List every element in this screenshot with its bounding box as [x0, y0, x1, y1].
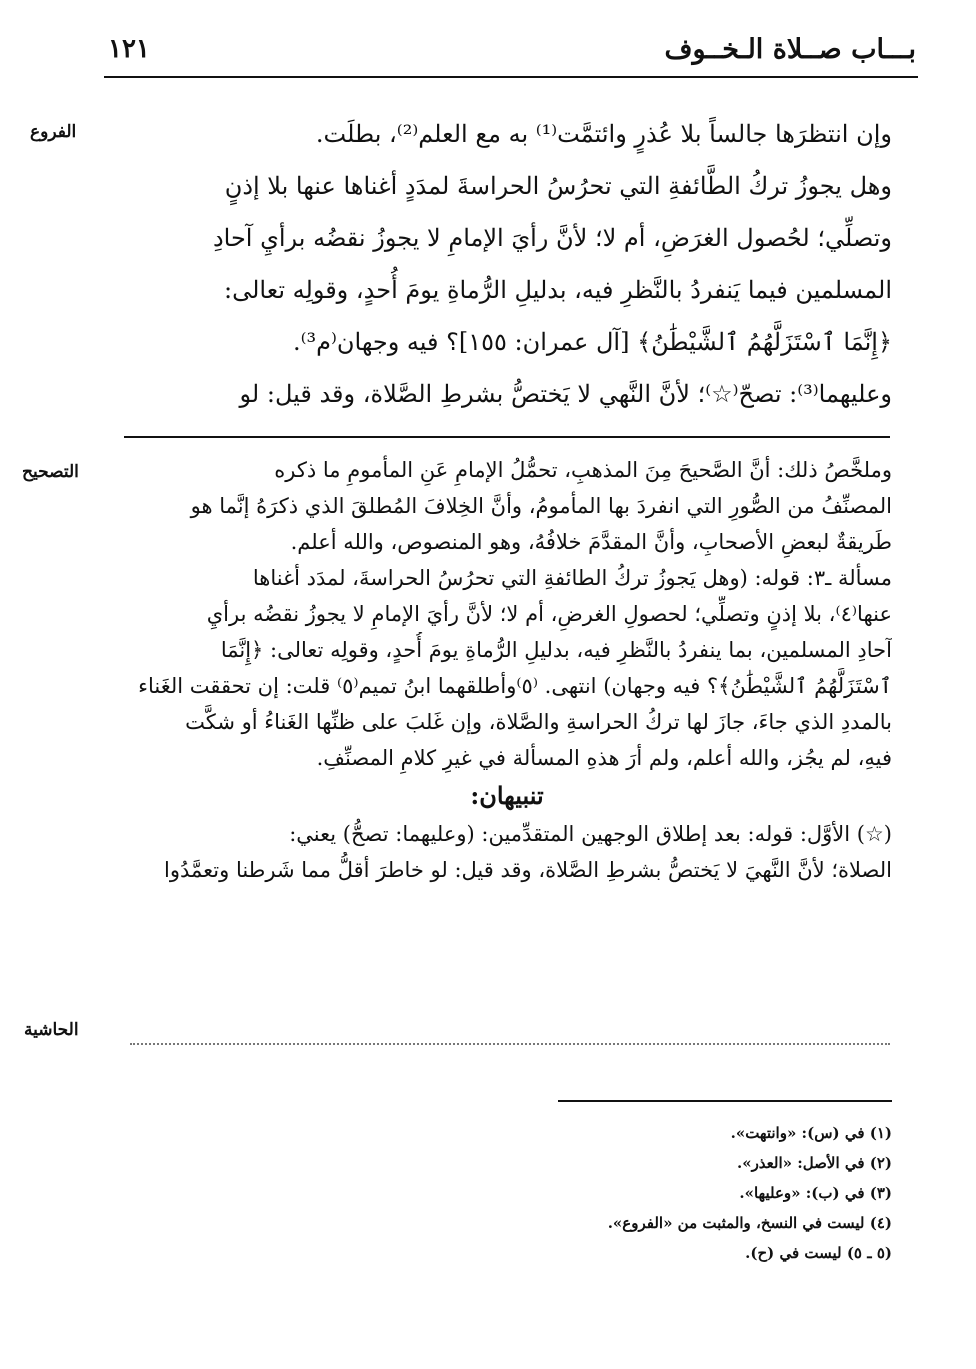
section-divider [124, 436, 890, 438]
furu-line: وإن انتظرَها جالساً بلا عُذرٍ وائتمَّت⁽¹⁾ به مع العلم⁽²⁾، بطلَت. [315, 120, 892, 148]
header-rule [104, 76, 918, 78]
tashih-line: فيهِ، لم يجُز، والله أعلم، ولم أرَ هذهِ المسألة في غيرِ كلامِ المصنِّفِ. [316, 746, 892, 770]
footnote-rule [558, 1100, 892, 1102]
furu-line: المسلمين فيما يَنفردُ بالنَّظرِ فيه، بدليلِ الرُّماةِ يومَ أُحدٍ، وقولِه تعالى: [224, 276, 892, 304]
footnote: (٣) في (ب): «وعليها». [739, 1184, 892, 1202]
tanbih-line: (☆) الأوَّل: قوله: بعد إطلاق الوجهين المتقدِّمين: (وعليهما: تصحُّ) يعني: [289, 822, 892, 846]
hashiya-dotted-line [130, 1043, 890, 1045]
tashih-line: آحادِ المسلمين، بما ينفردُ بالنَّظرِ فيه، بدليلِ الرُّماةِ يومَ أُحدٍ، وقولِه تعالى: ﴿إِنَّمَا [220, 638, 892, 662]
furu-text [122, 108, 892, 420]
furu-line: وهل يجوزُ تركُ الطَّائفةِ التي تحرُسُ الحراسةَ لمدَدٍ أغناها عنها بلا إذنٍ [224, 172, 892, 200]
side-label-tashih: التصحيح [22, 462, 79, 482]
tashih-line: وملخَّصُ ذلك: أنَّ الصَّحيحَ مِنَ المذهبِ، تحمُّلُ الإمامِ عَنِ المأمومِ ما ذكره [274, 458, 892, 482]
footnote: (٤) ليست في النسخ، والمثبت من «الفروع». [607, 1214, 892, 1232]
furu-line: ﴿إِنَّمَا ٱسْتَزَلَّهُمُ ٱلشَّيْطَٰنُ﴾ [آل عمران: ١٥٥]؟ فيه وجهان⁽م³⁾. [292, 328, 892, 356]
tashih-line: عنها⁽٤⁾، بلا إذنٍ وتصلِّي؛ لحصولِ الغرضِ، أم لا؛ لأنَّ رأيَ الإمامِ لا يجوزُ نقضُه برأيِ [206, 602, 892, 626]
furu-line: وعليهما⁽³⁾: تصحّ⁽☆⁾؛ لأنَّ النَّهي لا يَختصُّ بشرطِ الصَّلاة، وقد قيل: لو [239, 380, 892, 408]
tashih-line: بالمددِ الذي جاءَ، جازَ لها تركُ الحراسةِ والصَّلاة، وإن غَلبَ على ظنِّها الغَناءُ أو شكَّت [185, 710, 892, 734]
tanbih-line: الصلاة؛ لأنَّ النَّهيَ لا يَختصُّ بشرطِ الصَّلاة، وقد قيل: لو خاطرَ أقلُّ مما شَرطنا وتعمَّدُوا [164, 858, 892, 882]
footnote: (٥ ـ ٥) ليست في (ح). [745, 1244, 892, 1262]
footnotes [400, 1118, 892, 1268]
tashih-text [122, 452, 892, 888]
tanbihan-heading: تنبيهان: [470, 781, 544, 810]
page-number: ١٢١ [108, 34, 150, 64]
furu-line: وتصلِّي؛ لحُصول الغرَضِ، أم لا؛ لأنَّ رأيَ الإمامِ لا يجوزُ نقضُه برأيِ آحادِ [212, 224, 892, 252]
footnote: (٢) في الأصل: «العذر». [736, 1154, 892, 1172]
tashih-line: ٱسْتَزَلَّهُمُ ٱلشَّيْطَٰنُ﴾؟ فيه وجهان) انتهى. ⁽٥⁾وأطلقهما ابنُ تميم⁽٥⁾ قلت: إن تحققت الغَناء [138, 674, 892, 698]
side-label-furu: الفروع [30, 122, 77, 142]
tashih-line: مسألة ـ٣: قوله: (وهل يَجوزُ تركُ الطائفةِ التي تحرُسُ الحراسةَ، لمدَد أغناها [252, 566, 892, 590]
side-label-hashiya: الحاشية [24, 1020, 79, 1040]
tashih-line: المصنِّفُ من الصُّورِ التي انفردَ بها المأمومُ، وأنَّ الخِلافَ المُطلقَ الذي ذكرَهُ إنَّما هو [190, 494, 892, 518]
footnote: (١) في (س): «وانتهت». [730, 1124, 892, 1142]
page-header [108, 34, 916, 74]
tashih-line: طَريقةٌ لبعضِ الأصحابِ، وأنَّ المقدَّمَ خلافُهُ، وهو المنصوص، والله أعلم. [290, 530, 892, 554]
chapter-title: بـــاب صــلاة الـخــوف [664, 34, 916, 65]
